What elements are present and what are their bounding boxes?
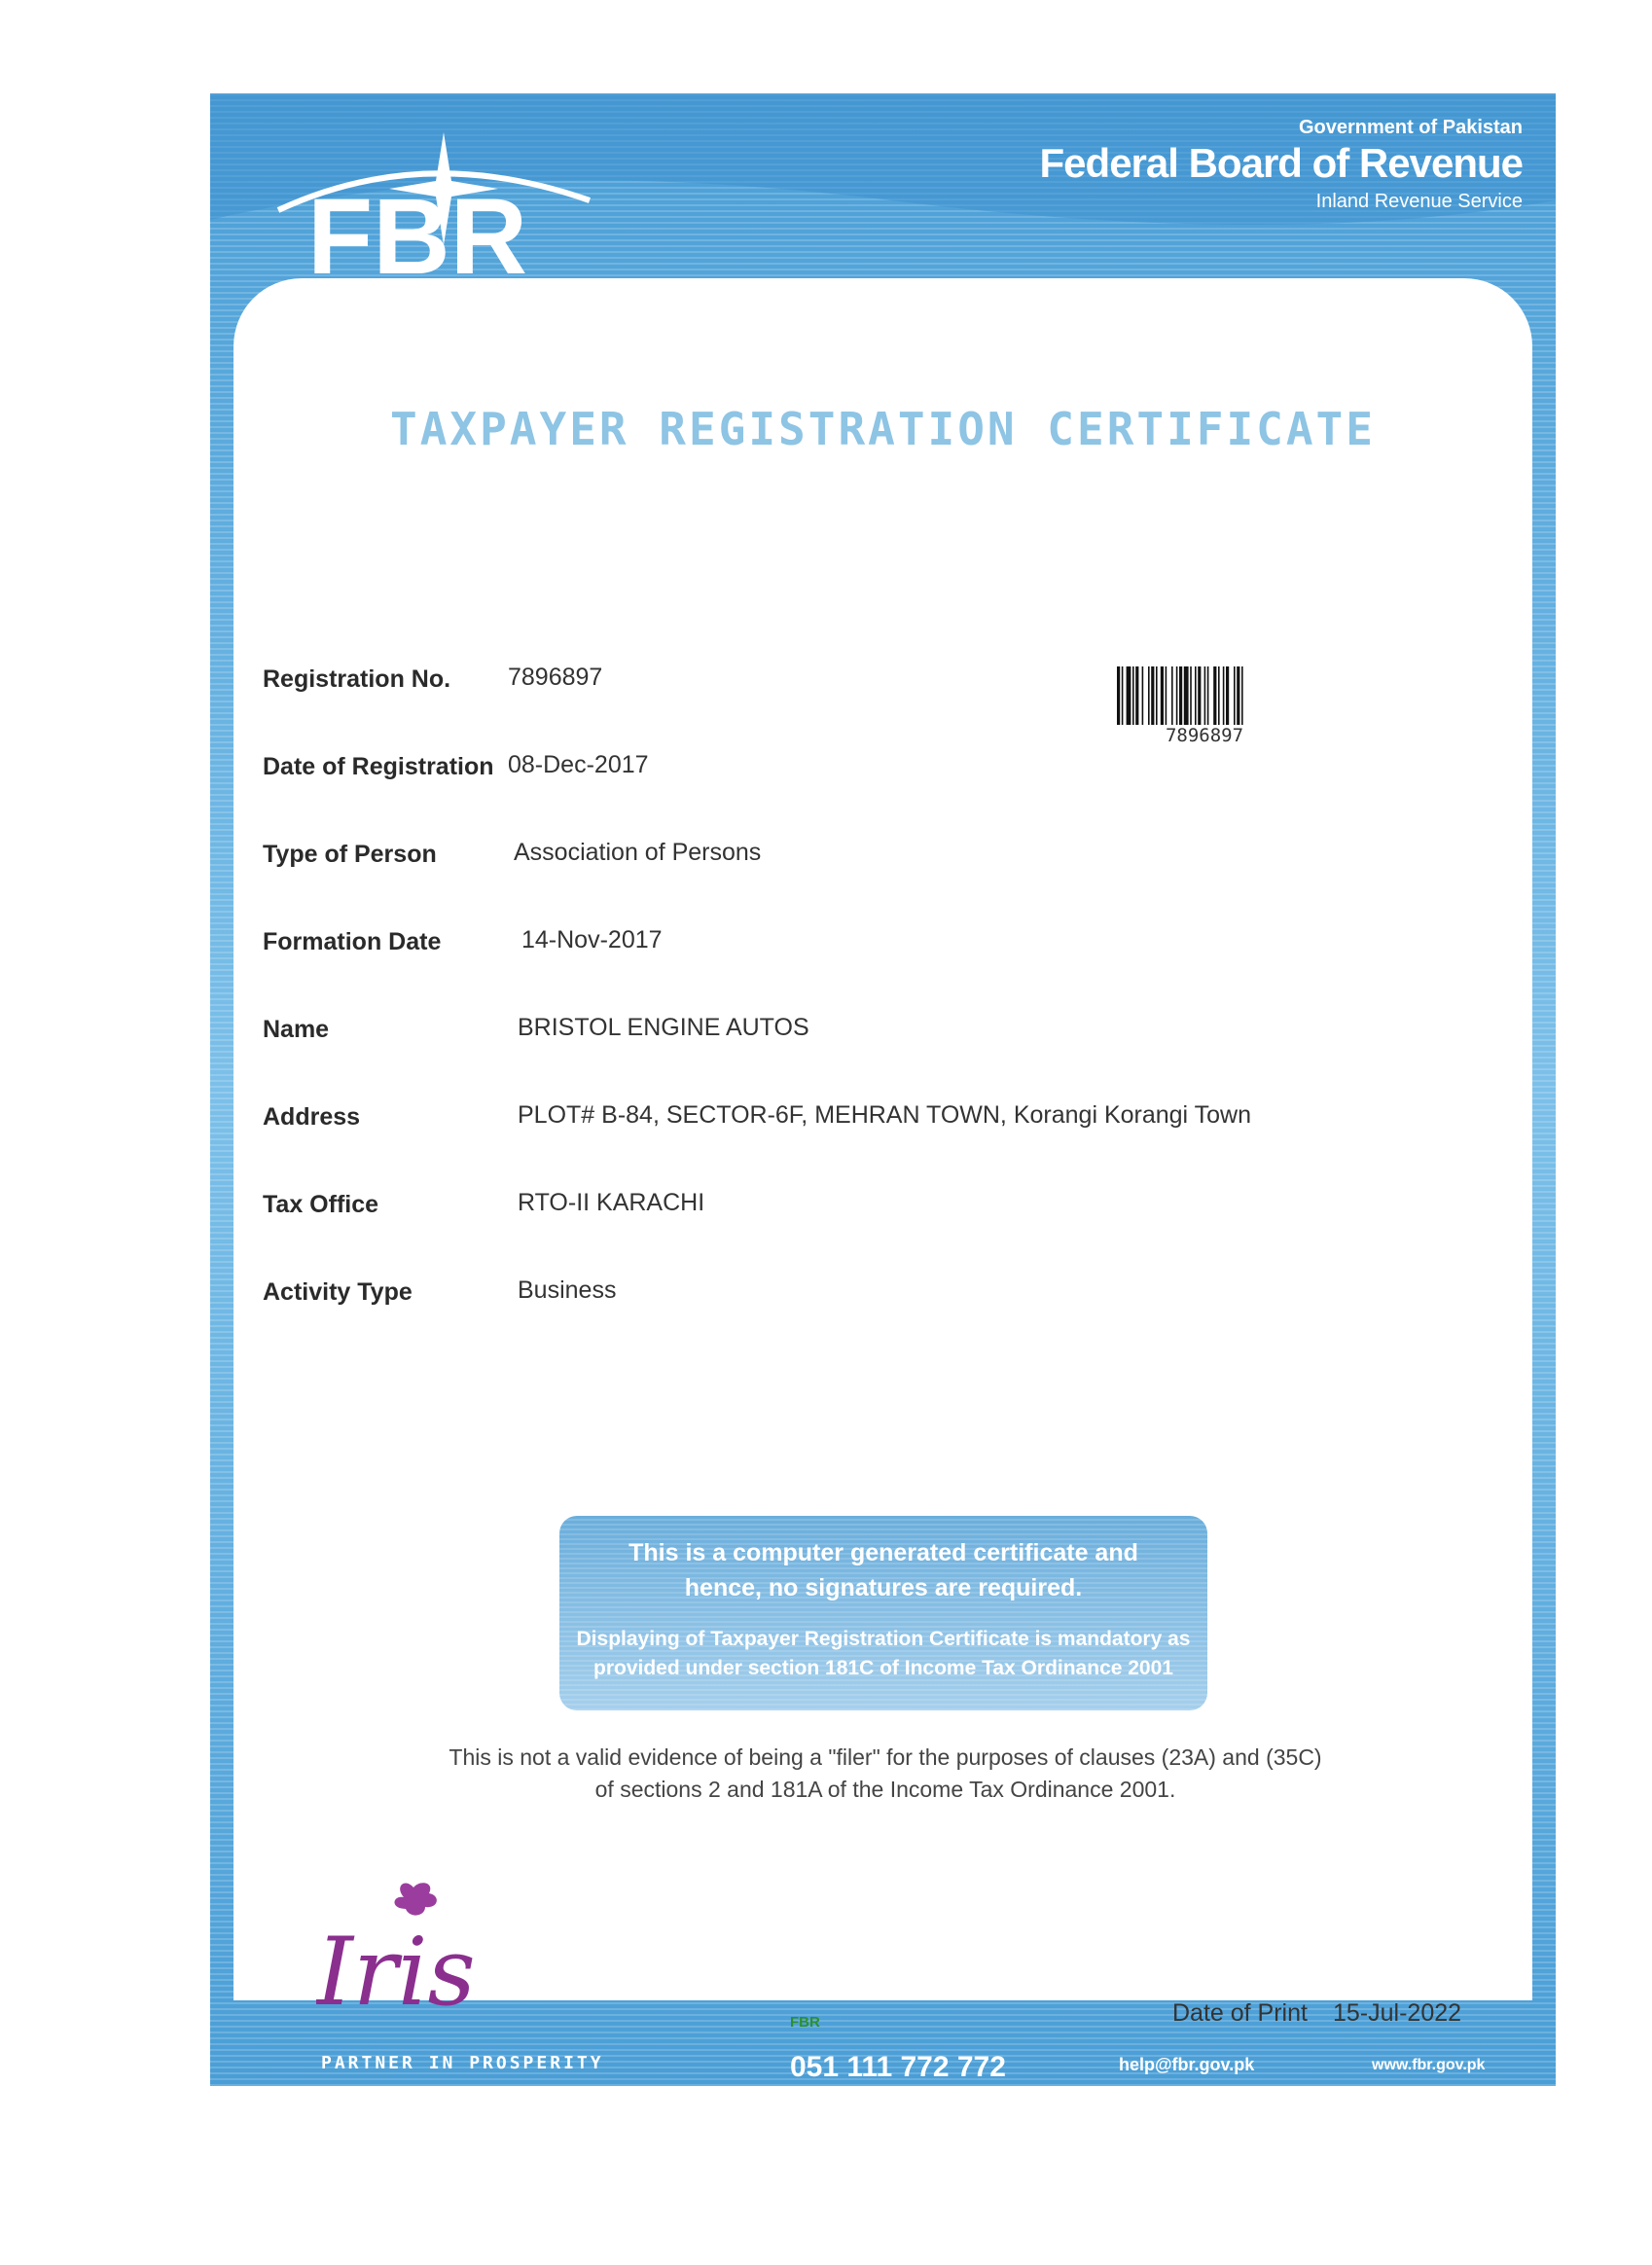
barcode-number: 7896897 [1165,725,1244,746]
footer-email: help@fbr.gov.pk [1119,2055,1255,2074]
barcode [1117,666,1292,725]
filer-disclaimer: This is not a valid evidence of being a "filer" for the purposes of clauses (23A) and (35C) of sections 2 and 181A of the Income Tax Ordinance 2001. [449,1744,1322,1802]
barcode-bar [1127,666,1131,725]
address-value: PLOT# B-84, SECTOR-6F, MEHRAN TOWN, Korangi Korangi Town [518,1101,1251,1129]
type-of-person-label: Type of Person [263,841,437,868]
barcode-bar [1204,666,1206,725]
barcode-bar [1156,666,1158,725]
date-of-print-label: Date of Print [1172,1999,1308,2027]
date-of-registration-value: 08-Dec-2017 [508,751,649,778]
barcode-bar [1142,666,1144,725]
barcode-bar [1190,666,1192,725]
barcode-bar [1117,666,1120,725]
barcode-bar [1237,666,1239,725]
iris-logo [316,1878,491,2024]
barcode-bar [1207,666,1209,725]
barcode-bar [1148,666,1150,725]
department-text: Inland Revenue Service [1315,191,1523,212]
barcode-bar [1223,666,1225,725]
barcode-bar [1179,666,1182,725]
barcode-bar [1234,666,1236,725]
footer-fbr-small: FBR [790,2014,820,2031]
barcode-bar [1122,666,1124,725]
barcode-bar [1198,666,1201,725]
svg-text:PAKISTAN: PAKISTAN [376,289,502,318]
barcode-bar [1184,666,1189,725]
barcode-bar [1195,666,1197,725]
barcode-bar [1226,666,1229,725]
formation-date-label: Formation Date [263,928,442,955]
barcode-bar [1218,666,1220,725]
date-of-registration-label: Date of Registration [263,753,494,780]
date-of-print-value: 15-Jul-2022 [1333,1999,1462,2027]
name-value: BRISTOL ENGINE AUTOS [518,1014,809,1041]
footer-partner-text: PARTNER IN PROSPERITY [321,2053,604,2073]
formation-date-value: 14-Nov-2017 [521,926,663,953]
tax-office-label: Tax Office [263,1191,379,1218]
barcode-bar [1151,666,1154,725]
registration-no-value: 7896897 [508,664,603,691]
registration-no-label: Registration No. [263,665,451,693]
barcode-bar [1161,666,1164,725]
activity-type-label: Activity Type [263,1278,413,1306]
tax-office-value: RTO-II KARACHI [518,1189,705,1216]
barcode-bar [1135,666,1138,725]
notice-mandatory-text: Displaying of Taxpayer Registration Certificate is mandatory as provided under section 181C of Income Tax Ordinance 2001 [576,1628,1191,1679]
barcode-bar [1166,666,1167,725]
svg-text:Iris: Iris [316,1918,476,2024]
organization-title: Federal Board of Revenue [1039,140,1523,186]
notice-box [559,1516,1207,1710]
footer-website: www.fbr.gov.pk [1372,2057,1486,2073]
activity-type-value: Business [518,1276,617,1304]
fbr-logo [269,123,677,356]
barcode-bar [1132,666,1134,725]
certificate-title: TAXPAYER REGISTRATION CERTIFICATE [390,403,1376,455]
address-label: Address [263,1103,361,1131]
notice-signature-text: This is a computer generated certificate and hence, no signatures are required. [628,1539,1138,1601]
government-text: Government of Pakistan [1298,117,1523,138]
name-label: Name [263,1016,330,1043]
barcode-bar [1213,666,1216,725]
type-of-person-value: Association of Persons [514,839,762,866]
footer-phone: 051 111 772 772 [790,2051,1006,2083]
barcode-bar [1171,666,1173,725]
svg-text:FBR: FBR [307,177,528,297]
barcode-bar [1176,666,1178,725]
barcode-bar [1241,666,1243,725]
